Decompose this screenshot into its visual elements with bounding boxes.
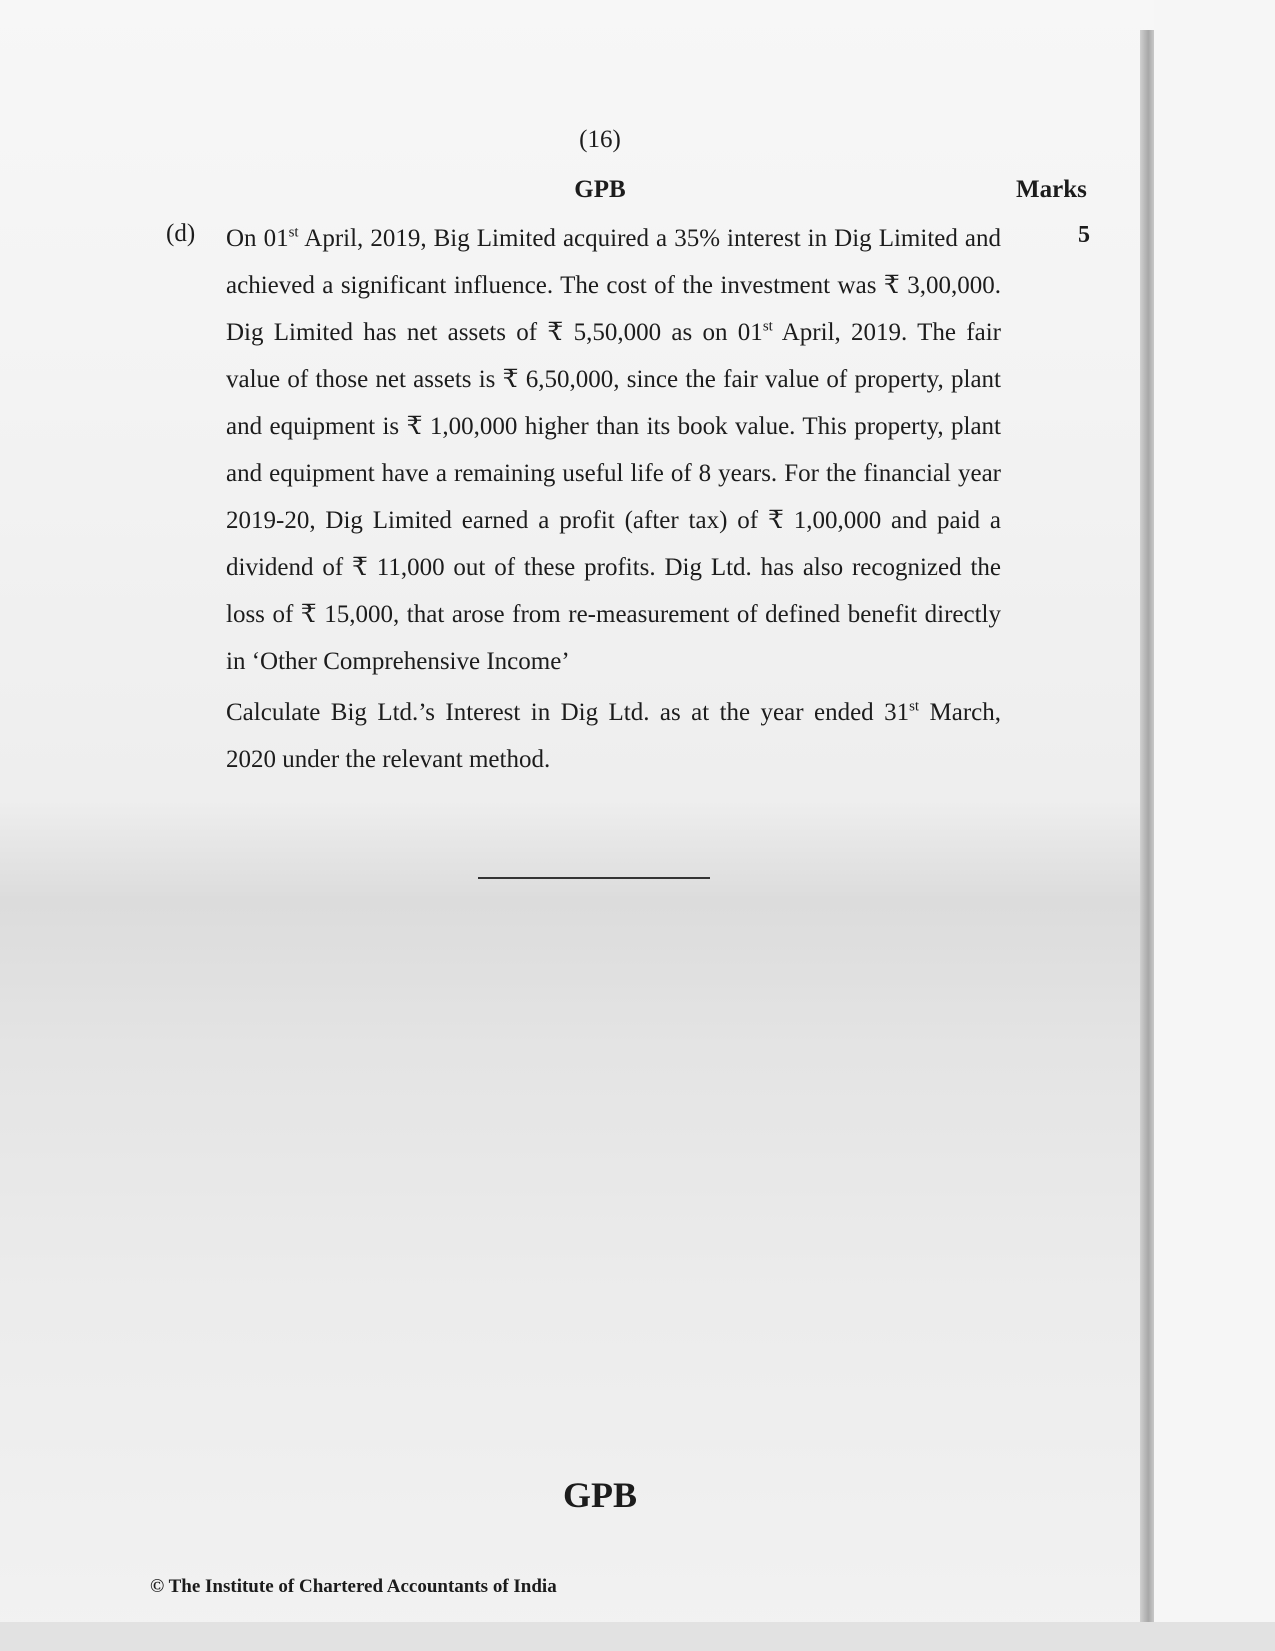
page-bottom-strip — [0, 1622, 1275, 1651]
footer-paper-code: GPB — [562, 1475, 637, 1515]
page-right-margin — [1154, 0, 1275, 1651]
question-label: (d) — [166, 220, 196, 247]
page-number: (16) — [579, 126, 621, 153]
question-body — [226, 215, 1001, 783]
page-binding-edge — [1140, 30, 1154, 1651]
header-paper-code: GPB — [574, 176, 626, 203]
question-paragraph-2: Calculate Big Ltd.’s Interest in Dig Ltd. as at the year ended 31st March, 2020 under the relevant method. — [226, 698, 1002, 773]
copyright-notice: © The Institute of Chartered Accountants of India — [150, 1576, 557, 1597]
end-of-question-rule — [478, 877, 710, 879]
marks-column-header: Marks — [1016, 176, 1087, 203]
question-marks: 5 — [1078, 222, 1090, 248]
question-paragraph-1: On 01st April, 2019, Big Limited acquired a 35% interest in Dig Limited and achieved a significant influence. The cost of the investment was ₹ 3,00,000. Dig Limited has net assets of ₹ 5,50,000 as on 01st April, 2019. The fair value of those net assets is ₹ 6,50,000, since the fair value of property, plant and equipment is ₹ 1,00,000 higher than its book value. This property, plant and equipment have a remaining useful life of 8 years. For the financial year 2019-20, Dig Limited earned a profit (after tax) of ₹ 1,00,000 and paid a dividend of ₹ 11,000 out of these profits. Dig Ltd. has also recognized the loss of ₹ 15,000, that arose from re-measurement of defined benefit directly in ‘Other Comprehensive Income’ — [226, 224, 1001, 675]
